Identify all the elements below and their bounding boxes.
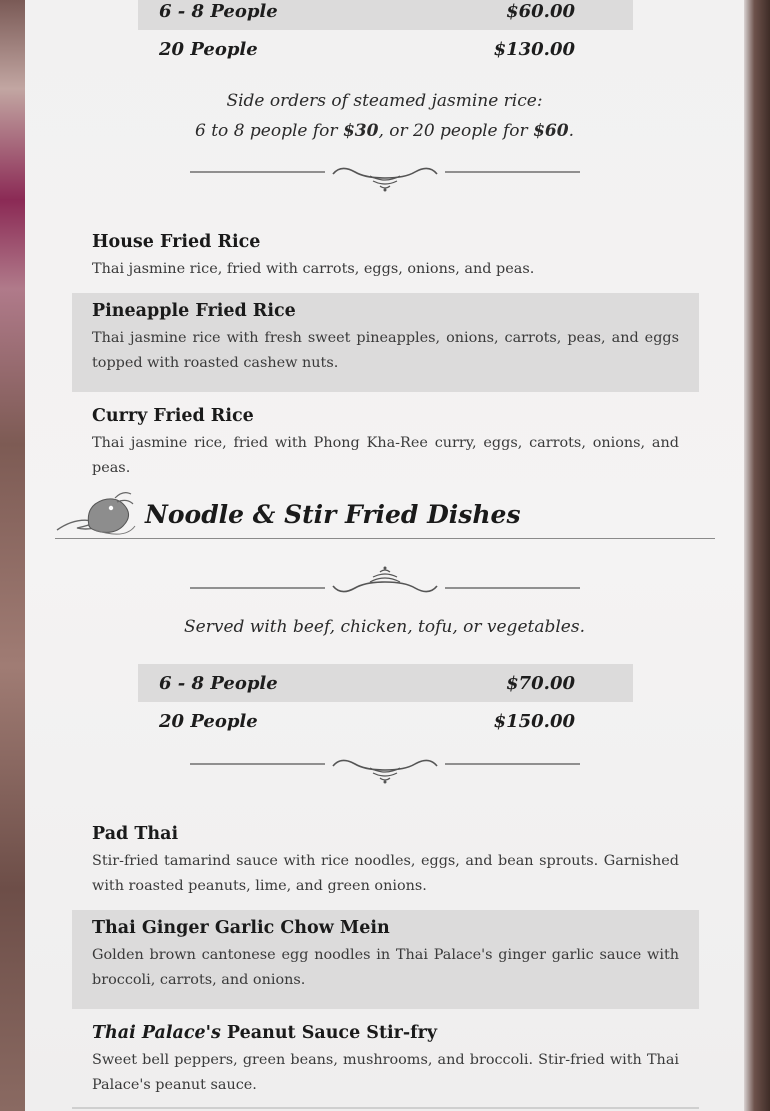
price-row <box>138 664 633 702</box>
price-row-price: $150.00 <box>493 710 575 732</box>
side-order-price-small: $30 <box>342 121 379 141</box>
side-order-note: Side orders of steamed jasmine rice: <box>226 91 543 111</box>
price-row <box>138 702 633 740</box>
served-with-note: Served with beef, chicken, tofu, or vegetables. <box>184 617 585 637</box>
section-title: Noodle & Stir Fried Dishes <box>145 500 521 529</box>
menu-item-title: House Fried Rice <box>92 232 261 252</box>
menu-item-title: Pineapple Fried Rice <box>92 301 296 321</box>
menu-item <box>72 398 699 476</box>
menu-item-title <box>92 1023 679 1043</box>
price-row <box>138 0 633 30</box>
menu-item-description: Golden brown cantonese egg noodles in Thai Palace's ginger garlic sauce with broccoli, carrots, and onions. <box>92 947 679 988</box>
menu-item-description: Thai jasmine rice, fried with carrots, eggs, onions, and peas. <box>92 261 535 277</box>
menu-item-title: Thai Ginger Garlic Chow Mein <box>92 918 390 938</box>
ornament-divider-icon <box>190 564 580 594</box>
menu-item <box>72 224 699 294</box>
price-row-label: 6 - 8 People <box>159 672 278 694</box>
side-order-text: 6 to 8 people for <box>195 121 343 141</box>
price-row-label: 20 People <box>159 710 258 732</box>
menu-item <box>72 816 699 911</box>
section-header <box>55 486 715 540</box>
price-row-price: $60.00 <box>506 0 575 22</box>
price-row-price: $70.00 <box>506 672 575 694</box>
ornament-divider-icon <box>190 162 580 192</box>
ornament-divider-icon <box>190 754 580 784</box>
price-row-label: 6 - 8 People <box>159 0 278 22</box>
item-divider <box>72 1107 699 1109</box>
menu-item <box>72 910 699 1009</box>
menu-item <box>72 293 699 392</box>
menu-item-description: Thai jasmine rice with fresh sweet pineapples, onions, carrots, peas, and eggs topped with roasted cashew nuts. <box>92 330 679 371</box>
section-underline <box>55 538 715 539</box>
side-order-text: . <box>568 121 574 141</box>
side-order-price-large: $60 <box>533 121 569 141</box>
price-row <box>138 30 633 68</box>
menu-item-title-brand: Thai Palace's <box>92 1023 221 1043</box>
menu-item-description: Sweet bell peppers, green beans, mushrooms, and broccoli. Stir-fried with Thai Palace's peanut sauce. <box>92 1052 679 1093</box>
menu-item-title: Curry Fried Rice <box>92 406 254 426</box>
menu-item-description: Stir-fried tamarind sauce with rice noodles, eggs, and bean sprouts. Garnished with roasted peanuts, lime, and green onions. <box>92 853 679 894</box>
background-photo-right <box>744 0 770 1111</box>
menu-item-title: Pad Thai <box>92 824 179 844</box>
menu-item <box>72 1015 699 1107</box>
side-order-prices <box>25 121 744 141</box>
price-row-price: $130.00 <box>493 38 575 60</box>
menu-item-description: Thai jasmine rice, fried with Phong Kha-Ree curry, eggs, carrots, onions, and peas. <box>92 435 679 476</box>
background-photo-left <box>0 0 28 1111</box>
side-order-text: , or 20 people for <box>378 121 534 141</box>
menu-item-title-rest: Peanut Sauce Stir-fry <box>220 1023 438 1043</box>
price-row-label: 20 People <box>159 38 258 60</box>
menu-page <box>25 0 744 1111</box>
thai-bird-emblem-icon <box>55 490 137 538</box>
